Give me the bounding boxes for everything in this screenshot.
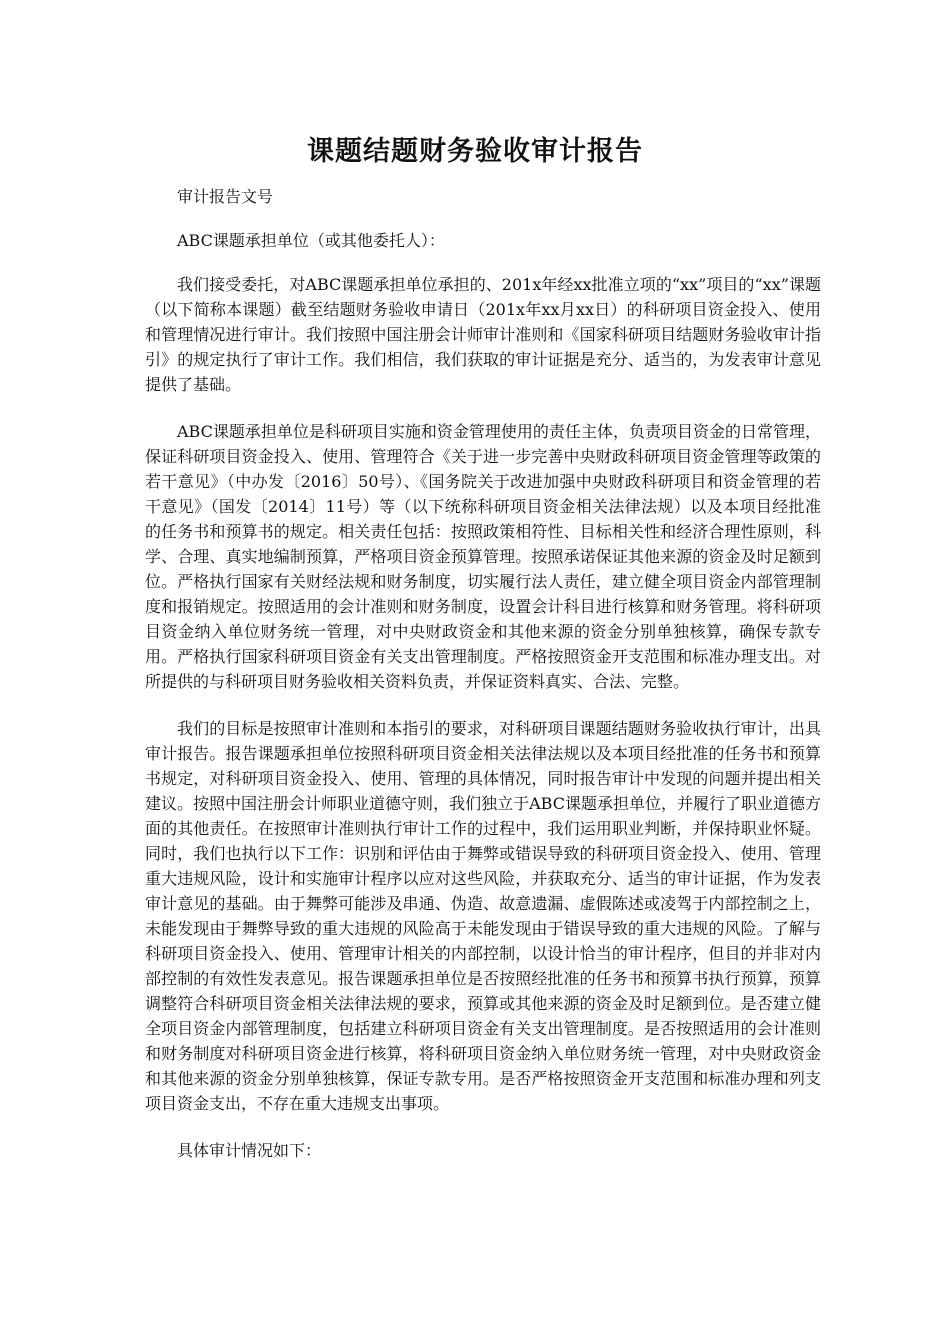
addressee: ABC课题承担单位（或其他委托人）：	[177, 231, 445, 250]
closing-line: 具体审计情况如下：	[177, 1141, 322, 1160]
paragraph-responsibility: ABC课题承担单位是科研项目实施和资金管理使用的责任主体，负责项目资金的日常管理，保证科研项目资金投入、使用、管理符合《关于进一步完善中央财政科研项目资金管理等政策的若干意见》（中办发〔2016〕50号）、《国务院关于改进加强中央财政科研项目和资金管理的若干意见》（国发〔2014〕11号）等（以下统称科研项目资金相关法律法规）以及本项目经批准的任务书和预算书的规定。相关责任包括：按照政策相符性、目标相关性和经济合理性原则，科学、合理、真实地编制预算，严格项目资金预算管理。按照承诺保证其他来源的资金及时足额到位。严格执行国家有关财经法规和财务制度，切实履行法人责任，建立健全项目资金内部管理制度和报销规定。按照适用的会计准则和财务制度，设置会计科目进行核算和财务管理。将科研项目资金纳入单位财务统一管理，对中央财政资金和其他来源的资金分别单独核算，确保专款专用。严格执行国家科研项目资金有关支出管理制度。严格按照资金开支范围和标准办理支出。对所提供的与科研项目财务验收相关资料负责，并保证资料真实、合法、完整。	[145, 422, 821, 691]
report-number: 审计报告文号	[177, 187, 274, 206]
paragraph-objectives: 我们的目标是按照审计准则和本指引的要求，对科研项目课题结题财务验收执行审计，出具审计报告。报告课题承担单位按照科研项目资金相关法律法规以及本项目经批准的任务书和预算书规定，对科研项目资金投入、使用、管理的具体情况，同时报告审计中发现的问题并提出相关建议。按照中国注册会计师职业道德守则，我们独立于ABC课题承担单位，并履行了职业道德方面的其他责任。在按照审计准则执行审计工作的过程中，我们运用职业判断，并保持职业怀疑。同时，我们也执行以下工作：识别和评估由于舞弊或错误导致的科研项目资金投入、使用、管理重大违规风险，设计和实施审计程序以应对这些风险，并获取充分、适当的审计证据，作为发表审计意见的基础。由于舞弊可能涉及串通、伪造、故意遗漏、虚假陈述或凌驾于内部控制之上，未能发现由于舞弊导致的重大违规的风险高于未能发现由于错误导致的重大违规的风险。了解与科研项目资金投入、使用、管理审计相关的内部控制，以设计恰当的审计程序，但目的并非对内部控制的有效性发表意见。报告课题承担单位是否按照经批准的任务书和预算书执行预算，预算调整符合科研项目资金相关法律法规的要求，预算或其他来源的资金及时足额到位。是否建立健全项目资金内部管理制度，包括建立科研项目资金有关支出管理制度。是否按照适用的会计准则和财务制度对科研项目资金进行核算，将科研项目资金纳入单位财务统一管理，对中央财政资金和其他来源的资金分别单独核算，保证专款专用。是否严格按照资金开支范围和标准办理和列支项目资金支出，不存在重大违规支出事项。	[145, 719, 821, 1113]
document-title: 课题结题财务验收审计报告	[307, 136, 643, 167]
paragraph-engagement: 我们接受委托，对ABC课题承担单位承担的、201x年经xx批准立项的“xx”项目的“xx”课题（以下简称本课题）截至结题财务验收申请日（201x年xx月xx日）的科研项目资金投入、使用和管理情况进行审计。我们按照中国注册会计师审计准则和《国家科研项目结题财务验收审计指引》的规定执行了审计工作。我们相信，我们获取的审计证据是充分、适当的，为发表审计意见提供了基础。	[145, 275, 821, 394]
document-body	[145, 184, 821, 1185]
